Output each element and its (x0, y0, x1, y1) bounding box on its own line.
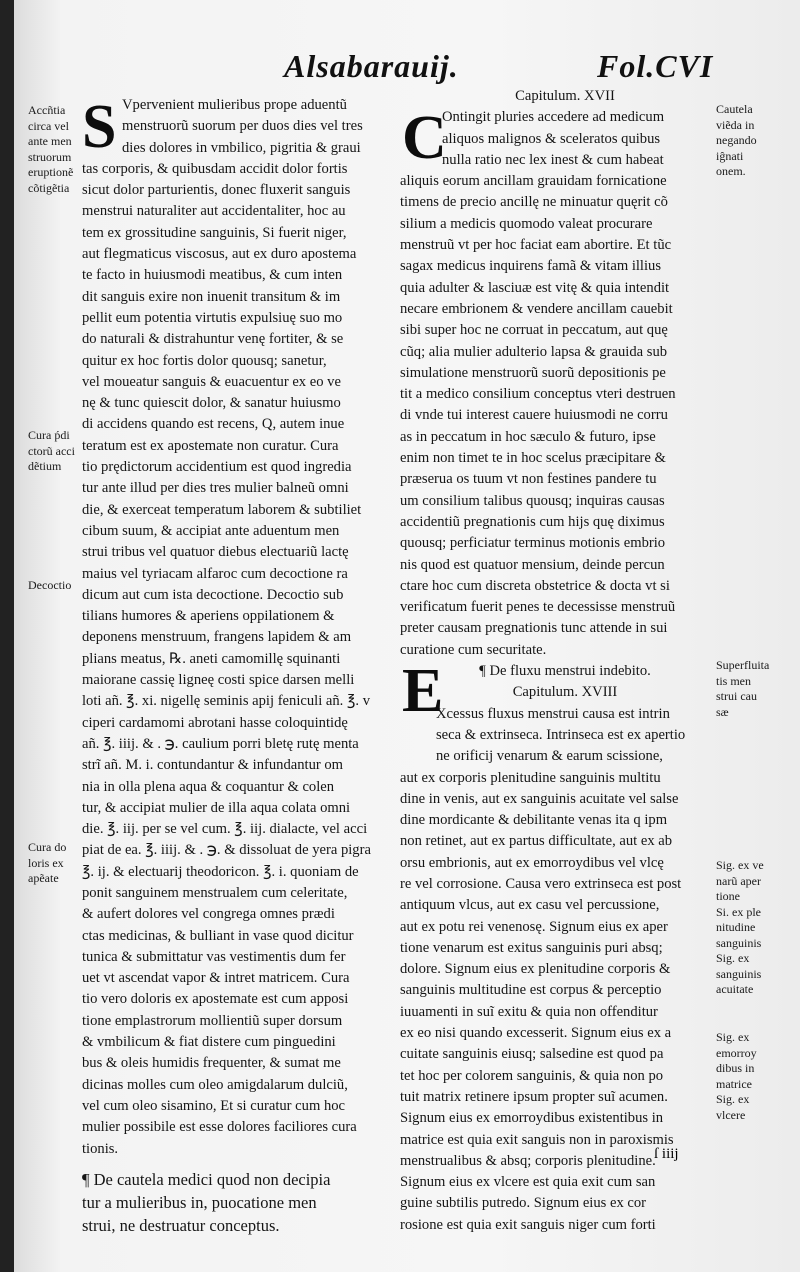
text-line: aliquis eorum ancillam grauidam fornicatione (400, 173, 667, 190)
text-line: antiquum vlcus, aut ex casu vel percussione, (400, 897, 660, 914)
text-line: sicut dolor parturientis, donec fluxerit sanguis (82, 182, 351, 199)
text-line: quousq; perficiatur terminus motionis embrio (400, 535, 666, 552)
rubric-line: strui, ne destruatur conceptus. (82, 1215, 280, 1235)
text-line: dicum aut cum ista decoctione. Decoctio sub (82, 586, 344, 603)
text-line: menstrualibus & absq; corporis plenitudine. (400, 1152, 656, 1169)
text-line: simulatione menstruorũ suorũ depositionis pe (400, 364, 666, 381)
margin-note-line: Cura ṕdi (28, 428, 70, 442)
drop-cap-c: C (402, 104, 447, 172)
text-line: maius vel tyriacam alfaroc cum decoctione ra (82, 565, 348, 582)
rubric-line: ¶ De cautela medici quod non decipia (82, 1169, 331, 1189)
text-line: Signum eius ex vlcere est quia exit cum san (400, 1174, 656, 1191)
margin-note-line: sanguinis (716, 966, 762, 981)
margin-note-left-4 (28, 840, 66, 887)
drop-cap-e: E (402, 657, 444, 725)
text-line: accidentiũ pregnationis cum hijs quę diximus (400, 513, 665, 530)
text-line: tuit matrix retinere ipsum propter suĩ acumen. (400, 1088, 668, 1105)
text-line: rosione est quia exit sanguis niger cum forti (400, 1216, 656, 1233)
drop-cap-s: S (82, 93, 117, 161)
text-line: mulier possibile est esse dolores faciliores cura (82, 1119, 357, 1136)
folio-number: Fol.CVI (597, 48, 714, 84)
text-line: guine subtilis putredo. Signum eius ex cor (400, 1195, 647, 1212)
margin-note-line: sæ (716, 704, 729, 719)
text-line: Vpervenient mulieribus prope aduentũ (122, 97, 347, 113)
margin-note-line: Superfluita (716, 658, 770, 672)
text-line: tionis. (82, 1140, 119, 1157)
margin-note-line: ctorũ acci (28, 443, 75, 458)
text-line: quitur ex hoc fortis dolor quousq; sanetur, (82, 352, 327, 369)
text-line: tione emplastrorum mollientiũ super dorsum (82, 1012, 343, 1029)
margin-note-line: emorroy (716, 1045, 757, 1060)
text-line: ctas medicinas, & bulliant in vase quod dicitur (82, 927, 354, 944)
margin-note-line: ante men (28, 134, 72, 148)
margin-note-line: matrice (716, 1076, 752, 1091)
text-line: die, & exerceat temperatum laborem & subtiliet (82, 501, 362, 518)
text-line: deponens menstruum, frangens lapidem & am (82, 629, 352, 646)
margin-note-line: cõtigẽtia (28, 180, 70, 195)
text-line: preter causam pregnationis tunc attende in sui (400, 620, 668, 637)
text-line: sagax medicus inquirens famã & vitam illius (400, 258, 662, 275)
text-line: tur ante illud per dies tres mulier balneũ omni (82, 480, 349, 497)
text-line: aliquos malignos & sceleratos quibus (442, 130, 661, 147)
text-line: te facto in huiusmodi meatibus, & cum inten (82, 267, 343, 284)
text-line: matrice est quia exit sanguis non in paroxismis (400, 1131, 674, 1148)
text-line: tit a medico consilium conceptus vteri destruen (400, 386, 676, 403)
text-line: bus & oleis humidis frequenter, & sumat me (82, 1055, 341, 1072)
margin-note-line: Sig. ex (716, 951, 750, 965)
book-page (14, 0, 800, 1272)
text-line: dies dolores in vmbilico, pigritia & graui (122, 139, 361, 156)
margin-note-line: vlcere (716, 1107, 746, 1122)
text-line: præserua os tuum vt non festines pandere tu (400, 471, 657, 488)
text-line: quia adulter & lasciuæ est vitę & quia intendit (400, 279, 670, 296)
margin-note-line: Cura do (28, 840, 67, 854)
margin-note-line: Sig. ex (716, 1030, 750, 1044)
text-line: piat de ea. ℥. iiij. & . ℈. & dissoluat de yera pigra (82, 842, 371, 859)
text-line: verificatum fuerit penes te decessisse menstruũ (400, 599, 676, 616)
margin-note-left-1 (28, 103, 73, 196)
text-line: orsu embrionis, aut ex emorroydibus vel vlcę (400, 854, 664, 871)
text-line: ℥. ij. & electuarij theodoricon. ℥. i. quoniam de (82, 863, 359, 880)
margin-note-line: struorum (28, 149, 72, 164)
text-line: um consilium talibus quousq; inquiras causas (400, 492, 665, 509)
margin-note-left-2 (28, 428, 75, 475)
text-line: tione venarum est exitus sanguinis puri absq; (400, 939, 663, 956)
text-line: nulla ratio nec lex inest & cum habeat (442, 151, 664, 168)
text-line: nis quod est quatuor mensium, deinde percun (400, 556, 665, 573)
right-text-column (400, 86, 730, 1236)
text-line: dicinas molles cum oleo amigdalarum dulciũ, (82, 1076, 348, 1093)
text-line: aut ex corporis plenitudine sanguinis multitu (400, 769, 661, 786)
text-line: tunica & submittatur vas vestimentis dum fer (82, 948, 346, 965)
rubric-line: tur a mulieribus in, puocatione men (82, 1192, 317, 1212)
text-line: re vel corrosione. Causa vero extrinseca est post (400, 875, 682, 892)
text-line: Ontingit pluries accedere ad medicum (442, 109, 665, 126)
text-line: uet vt ascendat vapor & intret matricem. Cura (82, 970, 350, 987)
text-line: dine mordicante & debilitante venas ita q ipm (400, 812, 668, 829)
margin-note-line: viẽda in (716, 117, 755, 132)
text-line: nia in olla plena aqua & coquantur & colen (82, 778, 335, 795)
text-line: sanguinis multitudine est corpus & perceptio (400, 982, 662, 999)
text-line: tet hoc per colorem sanguinis, & quia non po (400, 1067, 664, 1084)
text-line: cũq; alia mulier adulterio lapsa & grauida sub (400, 343, 668, 360)
text-line: & aufert dolores vel congrega omnes prædi (82, 906, 335, 923)
margin-note-line: circa vel (28, 118, 69, 133)
text-line: ex eo nisi quando excesserit. Signum eius ex a (400, 1025, 672, 1042)
text-line: do naturali & distrahuntur venę fortiter, & se (82, 331, 344, 348)
margin-note-line: iĝnati (716, 148, 744, 163)
rubric-de-fluxu: ¶ De fluxu menstrui indebito. (479, 663, 651, 680)
text-line: as in peccatum in hoc sæculo & futuro, ipse (400, 428, 656, 445)
text-line: teratum est ex apostemate non curatur. Cura (82, 437, 339, 454)
text-line: Xcessus fluxus menstrui causa est intrin (436, 705, 670, 722)
margin-note-line: eruptionẽ (28, 165, 74, 179)
left-text-column (82, 95, 402, 1237)
text-line: iuuamenti in suĩ exitu & quia non offenditur (400, 1003, 658, 1020)
text-line: dit sanguis exire non inuenit transitum & im (82, 288, 341, 305)
text-line: curatione cum securitate. (400, 641, 547, 658)
margin-note-line: strui cau (716, 689, 757, 703)
chapter-xviii-title: Capitulum. XVIII (512, 684, 618, 701)
text-line: nę & tunc quiescit dolor, & sanatur huiusmo (82, 395, 341, 412)
signature-mark: ſ iiij (654, 1146, 679, 1162)
text-line: ciperi cardamomi abrotani hasse coloquintidę (82, 714, 348, 731)
text-line: plians meatus, ℞. aneti camomillę squinanti (82, 650, 341, 667)
margin-note-line: Decoctio (28, 578, 72, 592)
margin-note-line: onem. (716, 164, 746, 178)
text-line: cuitate sanguinis eiusq; salsedine est quod pa (400, 1046, 664, 1063)
text-line: menstruorũ suorum per duos dies vel tres (122, 118, 363, 135)
text-line: ponit sanguinem menstrualem cum celeritate, (82, 884, 348, 901)
section-rubric-cautela (82, 1168, 402, 1237)
text-line: tas corporis, & quibusdam accidit dolor fortis (82, 160, 348, 177)
margin-note-line: tis men (716, 673, 751, 688)
margin-note-line: dibus in (716, 1061, 755, 1075)
text-line: di vnde tui interest cauere huiusmodi ne corru (400, 407, 668, 424)
text-line: aut flegmaticus viscosus, aut ex duro apostema (82, 246, 357, 263)
text-line: vel moueatur sanguis & euacuentur ex eo ve (82, 373, 341, 390)
text-line: vel cum oleo sisamino, Et si curatur cum hoc (82, 1097, 346, 1114)
margin-note-line: nitudine (716, 920, 756, 934)
text-line: menstrui naturaliter aut accidentaliter, hoc au (82, 203, 346, 220)
text-line: cibum suum, & accipiat ante aduentum men (82, 522, 340, 539)
text-line: timens de precio ancillę ne minuatur quęrit cõ (400, 194, 668, 211)
text-line: strui tribus vel quatuor diebus electuariũ lactę (82, 544, 349, 561)
text-line: ne orificij venarum & earum scissione, (436, 748, 663, 765)
text-line: & vmbilicum & fiat distere cum pinguedini (82, 1034, 336, 1051)
margin-note-line: Sig. ex ve (716, 858, 764, 872)
margin-note-line: loris ex (28, 855, 64, 870)
margin-note-line: Accñtia (28, 103, 66, 117)
text-line: tio vero doloris ex apostemate est cum apposi (82, 991, 349, 1008)
running-head-author: Alsabarauij. (284, 48, 459, 84)
text-line: tur, & accipiat mulier de illa aqua colata omni (82, 799, 351, 816)
text-line: Signum eius ex emorroydibus existentibus in (400, 1110, 664, 1127)
text-line: strĩ añ. M. i. contundantur & infundantur om (82, 757, 344, 774)
text-line: dine in venis, aut ex sanguinis acuitate vel salse (400, 790, 679, 807)
margin-note-line: dẽtium (28, 459, 62, 473)
margin-note-line: sanguinis (716, 935, 762, 950)
margin-note-line: Si. ex ple (716, 904, 761, 919)
text-line: die. ℥. iij. per se vel cum. ℥. iij. dialacte, vel acci (82, 821, 368, 838)
text-line: tem ex grossitudine sanguinis, Si fuerit niger, (82, 224, 347, 241)
text-line: pellit eum potentia virtutis expulsiuę suo mo (82, 309, 343, 326)
text-line: non retinet, aut ex partus difficultate, aut ex ab (400, 833, 673, 850)
text-line: añ. ℥. iiij. & . ℈. caulium porri bletę rutę menta (82, 735, 359, 752)
text-line: dolore. Signum eius ex plenitudine corporis & (400, 961, 671, 978)
margin-note-line: acuitate (716, 982, 754, 996)
text-line: tio prędictorum accidentium est quod ingredia (82, 459, 352, 476)
text-line: enim non timet te in hoc scelus præcipitare & (400, 450, 666, 467)
margin-note-line: narũ aper (716, 873, 761, 888)
text-line: necare embrionem & vendere ancillam cauebit (400, 300, 673, 317)
text-line: silium a medicis quomodo valeat procurare (400, 215, 653, 232)
text-line: seca & extrinseca. Intrinseca est ex apertio (436, 726, 686, 743)
margin-note-left-3 (28, 578, 71, 594)
margin-note-line: tione (716, 889, 740, 903)
text-line: loti añ. ℥. xi. nigellę seminis apij feniculi añ. ℥. v (82, 693, 371, 710)
text-line: maiorane cassię ligneę costi spice darsen melli (82, 672, 355, 689)
text-line: ctare hoc cum discreta obstetrice & docta vt si (400, 577, 670, 594)
text-line: sibi super hoc ne corruat in peccatum, aut quę (400, 322, 668, 339)
text-line: tilians humores & aperiens oppilationem & (82, 608, 335, 625)
chapter-xvii-title: Capitulum. XVII (515, 88, 615, 104)
margin-note-line: apẽate (28, 871, 59, 885)
margin-note-line: negando (716, 133, 757, 147)
text-line: aut ex potu rei venenosę. Signum eius ex aper (400, 918, 668, 935)
margin-note-line: Sig. ex (716, 1092, 750, 1106)
margin-note-line: Cautela (716, 102, 753, 116)
text-line: menstruũ vt per hoc faciat eam abortire. Et tũc (400, 237, 672, 254)
text-line: di accidens quando est recens, Q, autem inue (82, 416, 345, 433)
